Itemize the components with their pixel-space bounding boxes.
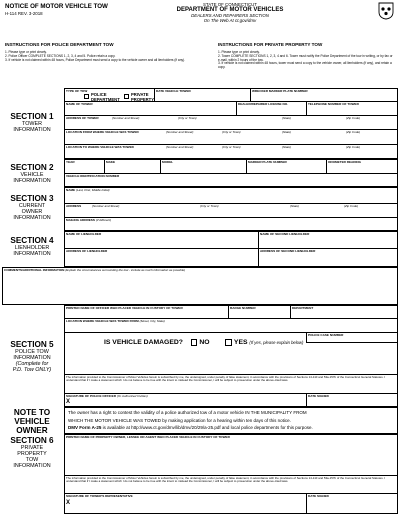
tow-location-field[interactable]	[66, 319, 165, 323]
section-6-table	[64, 434, 398, 514]
damage-yes-hint: (If yes, please explain below)	[249, 340, 304, 346]
damage-no-checkbox[interactable]	[191, 339, 198, 346]
mailing-address-field[interactable]	[66, 218, 111, 222]
section-1-title: SECTION 1	[10, 112, 54, 121]
tower-signature-x: X	[66, 500, 71, 506]
section-3-sub1: CURRENT	[18, 203, 46, 209]
section-5-sub3: (Complete for	[15, 361, 49, 367]
odometer-field[interactable]: ODOMETER READING	[328, 160, 362, 164]
owner-name-hint: (Last, First, Middle Initial)	[75, 188, 110, 192]
from-hint-zip: (Zip Code)	[346, 130, 361, 134]
section-name: DEALERS AND REPAIRERS SECTION	[191, 13, 269, 18]
private-instructions-title: INSTRUCTIONS FOR PRIVATE PROPERTY TOW	[218, 42, 323, 47]
date-towed-field[interactable]: DATE VEHICLE TOWED	[156, 89, 191, 93]
section-5-sub1: POLICE TOW	[15, 349, 49, 355]
private-instruction-2: 2. Tower COMPLETE SECTIONS 1, 2, 3, 4 and 6. Tower must notify the Police Department of the tow in writing, or by fax or e-mail, within 2 hours of the tow.	[218, 53, 393, 62]
owner-name-label: NAME	[66, 188, 76, 192]
name-of-tower-field[interactable]: NAME OF TOWER	[66, 102, 93, 106]
comments-title: COMMENTS/ADDITIONAL INFORMATION	[4, 268, 65, 272]
make-field[interactable]: MAKE	[106, 160, 116, 164]
comments-label	[4, 268, 185, 272]
officer-name-field[interactable]: PRINTED NAME OF OFFICER WHO PLACED VEHICLE IN CUSTODY OF TOWER	[66, 306, 183, 310]
section-6-sub3: TOW	[25, 457, 39, 463]
police-instruction-1: 1. Please type or print clearly.	[5, 50, 47, 54]
damage-no-label: NO	[199, 339, 210, 347]
from-hint-state: (State)	[282, 130, 292, 134]
section-5-sub4: P.D. Tow ONLY)	[12, 367, 52, 373]
second-lienholder-address-field[interactable]: ADDRESS OF SECOND LIENHOLDER	[260, 249, 316, 253]
private-instruction-3: 3. If vehicle is not claimed within 48 hours, tower must send a copy to the vehicle owner, all lienholders (if any), and retain a copy.	[218, 61, 392, 70]
private-instructions	[218, 42, 396, 70]
private-property-label: PRIVATE PROPERTY	[131, 92, 155, 102]
police-instruction-3: 3. If vehicle is not claimed within 48 hours, Police Department must send a copy to the vehicle owner and all lienholders (if any).	[5, 57, 186, 62]
section-6-sub4: INFORMATION	[13, 463, 51, 469]
telephone-field[interactable]: TELEPHONE NUMBER OF TOWER	[308, 102, 359, 106]
note-text-3	[68, 424, 396, 432]
second-lienholder-name-field[interactable]: NAME OF SECOND LIENHOLDER	[260, 232, 310, 236]
section-3-sub3: INFORMATION	[13, 215, 51, 221]
form-number: H-114 REV. 3-2018	[5, 11, 43, 16]
police-instruction-2: 2. Police Officer COMPLETE SECTIONS 1, 2, 3, 4 and 5. Police retain a copy.	[5, 53, 116, 58]
lienholder-address-field[interactable]: ADDRESS OF LIENHOLDER	[66, 249, 108, 253]
dmv-form-a25-link[interactable]: DMV Form A-25	[68, 425, 102, 431]
owner-hint-street: (Number and Street)	[92, 204, 120, 208]
note-text-3-rest: is available at http://www.ct.gov/dmv/lib/dmv/20/29/a-25.pdf and local police departments for this purpose.	[101, 425, 313, 431]
police-department-label: POLICE DEPARTMENT	[91, 92, 120, 102]
address-of-tower-field[interactable]: ADDRESS OF TOWER	[66, 116, 99, 120]
tow-location-hint: (Street, City, State)	[139, 319, 165, 323]
officer-date-signed-field[interactable]: DATE SIGNED	[308, 394, 329, 398]
state-name: STATE OF CONNECTICUT	[203, 2, 257, 7]
note-line1: NOTE TO	[13, 408, 51, 417]
section-6-heading	[2, 436, 62, 469]
to-hint-city: (City or Town)	[222, 145, 241, 149]
section-3-table	[64, 187, 398, 231]
note-line2: VEHICLE	[14, 417, 50, 426]
section-6-title: SECTION 6	[10, 436, 54, 445]
property-owner-name-field[interactable]: PRINTED NAME OF PROPERTY OWNER, LESSEE OR AGENT WHO PLACED VEHICLE IN CUSTODY OF TOWER	[66, 435, 230, 439]
damage-yes-checkbox[interactable]	[225, 339, 232, 346]
police-department-checkbox[interactable]	[84, 94, 89, 99]
private-property-checkbox[interactable]	[124, 94, 129, 99]
type-of-tow-label: TYPE OF TOW	[66, 89, 88, 93]
section-5-heading	[2, 340, 62, 373]
to-hint-street: (Number and Street)	[166, 145, 194, 149]
police-case-field[interactable]: POLICE CASE NUMBER	[308, 333, 344, 337]
addr-hint-state: (State)	[282, 116, 292, 120]
to-hint-zip: (Zip Code)	[346, 145, 361, 149]
section-2-heading	[2, 163, 62, 184]
section-1-sub1: TOWER	[22, 121, 42, 127]
model-field[interactable]: MODEL	[162, 160, 174, 164]
section-4-heading	[2, 236, 62, 257]
tower-signature-field[interactable]: SIGNATURE OF TOWER'S REPRESENTATIVE	[66, 494, 133, 498]
section-4-title: SECTION 4	[10, 236, 54, 245]
police-department-field[interactable]: DEPARTMENT	[292, 306, 314, 310]
damage-question-label: IS VEHICLE DAMAGED?	[104, 339, 183, 347]
lienholder-name-field[interactable]: NAME OF LIENHOLDER	[66, 232, 102, 236]
vin-field[interactable]: VEHICLE IDENTIFICATION NUMBER	[66, 174, 120, 178]
officer-signature-label: SIGNATURE OF POLICE OFFICER	[66, 394, 116, 398]
note-text-1: The owner has a right to contest the validity of a police authorized tow of a motor vehicle IN THE MUNICIPALITY FROM	[68, 410, 307, 415]
comments-hint: (Explain the circumstances surrounding the tow - include as much information as possible)	[65, 268, 186, 272]
location-from-field[interactable]: LOCATION FROM WHERE VEHICLE WAS TOWED	[66, 130, 139, 134]
addr-hint-zip: (Zip Code)	[346, 116, 361, 120]
private-property-option[interactable]	[124, 93, 161, 102]
officer-signature-field[interactable]	[66, 394, 148, 398]
tower-date-signed-field[interactable]: DATE SIGNED	[308, 494, 329, 498]
mailing-address-label: MAILING ADDRESS	[66, 218, 95, 222]
note-text	[68, 409, 396, 432]
state-seal-icon	[378, 2, 394, 20]
section-1-sub2: INFORMATION	[13, 127, 51, 133]
owner-hint-zip: (Zip Code)	[344, 204, 359, 208]
section-5-title: SECTION 5	[10, 340, 54, 349]
officer-signature-x: X	[66, 399, 71, 405]
tow-location-label: LOCATION WHERE VEHICLE WAS TOWED FROM	[66, 319, 139, 323]
section-2-sub1: VEHICLE	[20, 172, 44, 178]
form-title: NOTICE OF MOTOR VEHICLE TOW	[5, 3, 108, 10]
section-4-sub1: LIENHOLDER	[14, 245, 50, 251]
dealer-license-field[interactable]: DEALER/REPAIRER LICENSE NO.	[238, 102, 288, 106]
damage-yes-label: YES	[233, 339, 248, 347]
note-line3: OWNER	[16, 426, 48, 435]
section-1-heading	[2, 112, 62, 133]
badge-number-field[interactable]: BADGE NUMBER	[230, 306, 256, 310]
section-4-sub2: INFORMATION	[13, 251, 51, 257]
owner-hint-state: (State)	[290, 204, 300, 208]
addr-hint-street: (Number and Street)	[112, 116, 140, 120]
owner-name-field[interactable]	[66, 188, 110, 192]
section-6-sub2: PROPERTY	[17, 451, 47, 457]
police-certification-text: The information provided to the Commissioner of Motor Vehicles herein is subscribed by me, the undersigned, under penalty of false statement, in accordance with the provisions of Sections 14-110 and 53a-157b of the Connecticut General Statutes. I understand that if I make a statement which I do not believe to be true with the intent to mislead the Commissioner, I will be subject to prosecution under the above-cited laws.	[66, 375, 386, 383]
section-3-sub2: OWNER	[21, 209, 43, 215]
damage-question	[104, 339, 303, 346]
from-hint-street: (Number and Street)	[166, 130, 194, 134]
marker-plate-field[interactable]: MARKER PLATE NUMBER	[248, 160, 287, 164]
from-hint-city: (City or Town)	[222, 130, 241, 134]
comments-box[interactable]	[2, 267, 398, 305]
section-6-sub1: PRIVATE	[20, 445, 44, 451]
police-instructions	[5, 42, 190, 62]
mailing-address-hint: (If different)	[95, 218, 112, 222]
section-2-title: SECTION 2	[10, 163, 54, 172]
department-name: DEPARTMENT OF MOTOR VEHICLES	[176, 7, 284, 13]
to-hint-state: (State)	[282, 145, 292, 149]
note-text-2: WHICH THE MOTOR VEHICLE WAS TOWED by making application for a hearing within ten days of this notice.	[68, 417, 291, 423]
officer-signature-hint: (Or Authorized Civilian)	[116, 394, 148, 398]
police-department-option[interactable]	[84, 93, 121, 102]
year-field[interactable]: YEAR	[66, 160, 75, 164]
note-heading	[2, 408, 62, 435]
section-2-sub2: INFORMATION	[13, 178, 51, 184]
private-instruction-1: 1. Please type or print clearly.	[218, 50, 260, 54]
owner-hint-city: (City or Town)	[200, 204, 219, 208]
location-to-field[interactable]: LOCATION TO WHERE VEHICLE WAS TOWED	[66, 145, 134, 149]
section-3-title: SECTION 3	[10, 194, 54, 203]
agency-header	[170, 2, 290, 23]
addr-hint-city: (City or Town)	[178, 116, 197, 120]
section-5-sub2: INFORMATION	[13, 355, 51, 361]
section-3-heading	[2, 194, 62, 221]
police-instructions-title: INSTRUCTIONS FOR POLICE DEPARTMENT TOW	[5, 42, 114, 47]
owner-address-field[interactable]: ADDRESS	[66, 204, 82, 208]
tower-certification-text: The information provided to the Commissioner of Motor Vehicles herein is subscribed by me, the undersigned, under penalty of false statement, in accordance with the provisions of Sections 14-110 and 53a-157b of the Connecticut General Statutes. I understand that if I make a statement which I do not believe to be true with the intent to mislead the Commissioner, I will be subject to prosecution under the above-cited laws.	[66, 476, 386, 484]
section-4-table	[64, 231, 398, 267]
web-address: On The Web At ct.gov/dmv	[203, 18, 257, 23]
wrecker-plate-field[interactable]: WRECKER MARKER PLATE NUMBER	[252, 89, 308, 93]
